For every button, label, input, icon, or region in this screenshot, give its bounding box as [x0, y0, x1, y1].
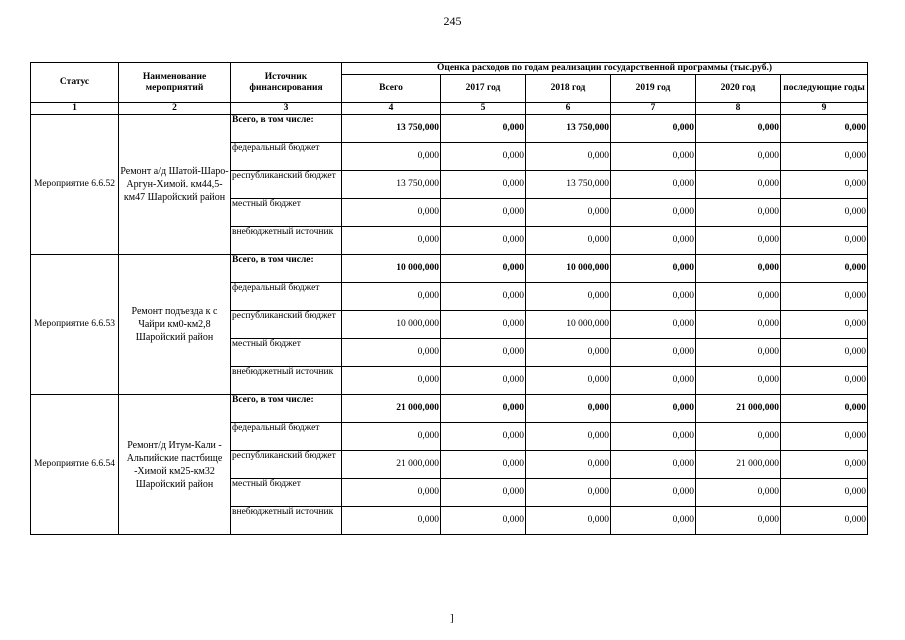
footer-mark: ]	[450, 612, 454, 624]
amount-cell: 0,000	[441, 227, 526, 255]
funding-source-cell: местный бюджет	[231, 199, 342, 227]
amount-cell: 0,000	[441, 199, 526, 227]
funding-source-cell: внебюджетный источник	[231, 367, 342, 395]
column-numbers-row	[31, 103, 868, 115]
amount-cell: 0,000	[781, 171, 868, 199]
column-number: 3	[231, 103, 342, 115]
amount-cell: 13 750,000	[526, 115, 611, 143]
amount-cell: 21 000,000	[342, 451, 441, 479]
column-number: 1	[31, 103, 119, 115]
amount-cell: 0,000	[441, 311, 526, 339]
amount-cell: 0,000	[441, 423, 526, 451]
column-number: 4	[342, 103, 441, 115]
amount-cell: 0,000	[696, 311, 781, 339]
amount-cell: 0,000	[526, 479, 611, 507]
amount-cell: 0,000	[611, 115, 696, 143]
amount-cell: 0,000	[611, 283, 696, 311]
amount-cell: 0,000	[342, 227, 441, 255]
amount-cell: 0,000	[781, 423, 868, 451]
amount-cell: 0,000	[441, 115, 526, 143]
amount-cell: 0,000	[526, 423, 611, 451]
amount-cell: 0,000	[781, 395, 868, 423]
funding-source-cell: местный бюджет	[231, 339, 342, 367]
amount-cell: 0,000	[781, 143, 868, 171]
amount-cell: 0,000	[781, 339, 868, 367]
amount-cell: 0,000	[526, 227, 611, 255]
amount-cell: 0,000	[781, 199, 868, 227]
amount-cell: 0,000	[441, 143, 526, 171]
amount-cell: 0,000	[342, 339, 441, 367]
amount-cell: 0,000	[781, 311, 868, 339]
amount-cell: 0,000	[781, 227, 868, 255]
amount-cell: 0,000	[526, 199, 611, 227]
event-status: Мероприятие 6.6.54	[31, 395, 119, 535]
amount-cell: 0,000	[526, 395, 611, 423]
amount-cell: 0,000	[441, 395, 526, 423]
amount-cell: 0,000	[781, 507, 868, 535]
amount-cell: 0,000	[441, 507, 526, 535]
funding-source-cell: Всего, в том числе:	[231, 395, 342, 423]
event-status: Мероприятие 6.6.53	[31, 255, 119, 395]
amount-cell: 0,000	[696, 255, 781, 283]
header-year: 2017 год	[441, 75, 526, 103]
event-name: Ремонт подъезда к с Чайри км0-км2,8 Шаройский район	[119, 255, 231, 395]
funding-source-cell: местный бюджет	[231, 479, 342, 507]
header-status: Статус	[31, 63, 119, 103]
header-year: 2018 год	[526, 75, 611, 103]
amount-cell: 0,000	[526, 367, 611, 395]
amount-cell: 0,000	[696, 199, 781, 227]
column-number: 5	[441, 103, 526, 115]
amount-cell: 0,000	[441, 451, 526, 479]
amount-cell: 10 000,000	[526, 255, 611, 283]
header-year: Всего	[342, 75, 441, 103]
amount-cell: 0,000	[526, 507, 611, 535]
amount-cell: 0,000	[441, 171, 526, 199]
funding-source-cell: внебюджетный источник	[231, 227, 342, 255]
amount-cell: 0,000	[611, 255, 696, 283]
funding-source-cell: Всего, в том числе:	[231, 115, 342, 143]
amount-cell: 0,000	[526, 143, 611, 171]
amount-cell: 0,000	[441, 367, 526, 395]
event-name: Ремонт а/д Шатой-Шаро-Аргун-Химой. км44,5-км47 Шаройский район	[119, 115, 231, 255]
table-row	[31, 115, 868, 143]
amount-cell: 0,000	[781, 367, 868, 395]
funding-source-cell: республиканский бюджет	[231, 451, 342, 479]
event-name: Ремонт/д Итум-Кали - Альпийские пастбище -Химой км25-км32 Шаройский район	[119, 395, 231, 535]
funding-source-cell: федеральный бюджет	[231, 283, 342, 311]
amount-cell: 0,000	[696, 115, 781, 143]
amount-cell: 0,000	[526, 283, 611, 311]
expense-table	[30, 62, 868, 535]
amount-cell: 0,000	[781, 283, 868, 311]
amount-cell: 10 000,000	[342, 311, 441, 339]
amount-cell: 0,000	[441, 255, 526, 283]
amount-cell: 13 750,000	[526, 171, 611, 199]
amount-cell: 0,000	[696, 339, 781, 367]
amount-cell: 0,000	[781, 255, 868, 283]
amount-cell: 0,000	[342, 199, 441, 227]
amount-cell: 0,000	[611, 143, 696, 171]
column-number: 6	[526, 103, 611, 115]
column-number: 2	[119, 103, 231, 115]
header-year: последующие годы	[781, 75, 868, 103]
table-body	[31, 115, 868, 535]
amount-cell: 21 000,000	[696, 451, 781, 479]
funding-source-cell: федеральный бюджет	[231, 143, 342, 171]
amount-cell: 0,000	[611, 367, 696, 395]
funding-source-cell: внебюджетный источник	[231, 507, 342, 535]
column-number: 9	[781, 103, 868, 115]
table-row	[31, 255, 868, 283]
amount-cell: 13 750,000	[342, 171, 441, 199]
page-number: 245	[443, 14, 462, 28]
amount-cell: 0,000	[611, 507, 696, 535]
header-year: 2019 год	[611, 75, 696, 103]
amount-cell: 10 000,000	[526, 311, 611, 339]
amount-cell: 0,000	[696, 507, 781, 535]
amount-cell: 13 750,000	[342, 115, 441, 143]
amount-cell: 0,000	[696, 283, 781, 311]
amount-cell: 0,000	[342, 423, 441, 451]
amount-cell: 0,000	[611, 339, 696, 367]
amount-cell: 0,000	[696, 479, 781, 507]
amount-cell: 0,000	[781, 115, 868, 143]
amount-cell: 0,000	[342, 367, 441, 395]
amount-cell: 0,000	[526, 339, 611, 367]
column-number: 7	[611, 103, 696, 115]
column-number: 8	[696, 103, 781, 115]
header-estimate-group: Оценка расходов по годам реализации государственной программы (тыс.руб.)	[342, 63, 868, 75]
amount-cell: 0,000	[781, 451, 868, 479]
amount-cell: 0,000	[696, 227, 781, 255]
amount-cell: 0,000	[696, 423, 781, 451]
amount-cell: 10 000,000	[342, 255, 441, 283]
header-event-name: Наименование мероприятий	[119, 63, 231, 103]
amount-cell: 0,000	[342, 479, 441, 507]
amount-cell: 0,000	[441, 283, 526, 311]
amount-cell: 0,000	[611, 395, 696, 423]
amount-cell: 21 000,000	[342, 395, 441, 423]
amount-cell: 0,000	[781, 479, 868, 507]
header-year: 2020 год	[696, 75, 781, 103]
amount-cell: 0,000	[342, 507, 441, 535]
amount-cell: 0,000	[342, 283, 441, 311]
amount-cell: 0,000	[441, 479, 526, 507]
amount-cell: 21 000,000	[696, 395, 781, 423]
funding-source-cell: федеральный бюджет	[231, 423, 342, 451]
table-row	[31, 395, 868, 423]
funding-source-cell: республиканский бюджет	[231, 171, 342, 199]
header-funding-source: Источник финансирования	[231, 63, 342, 103]
amount-cell: 0,000	[342, 143, 441, 171]
amount-cell: 0,000	[611, 199, 696, 227]
amount-cell: 0,000	[696, 171, 781, 199]
amount-cell: 0,000	[611, 423, 696, 451]
event-status: Мероприятие 6.6.52	[31, 115, 119, 255]
amount-cell: 0,000	[696, 367, 781, 395]
amount-cell: 0,000	[611, 311, 696, 339]
amount-cell: 0,000	[611, 451, 696, 479]
amount-cell: 0,000	[611, 171, 696, 199]
amount-cell: 0,000	[696, 143, 781, 171]
amount-cell: 0,000	[611, 227, 696, 255]
funding-source-cell: республиканский бюджет	[231, 311, 342, 339]
amount-cell: 0,000	[441, 339, 526, 367]
amount-cell: 0,000	[611, 479, 696, 507]
funding-source-cell: Всего, в том числе:	[231, 255, 342, 283]
amount-cell: 0,000	[526, 451, 611, 479]
